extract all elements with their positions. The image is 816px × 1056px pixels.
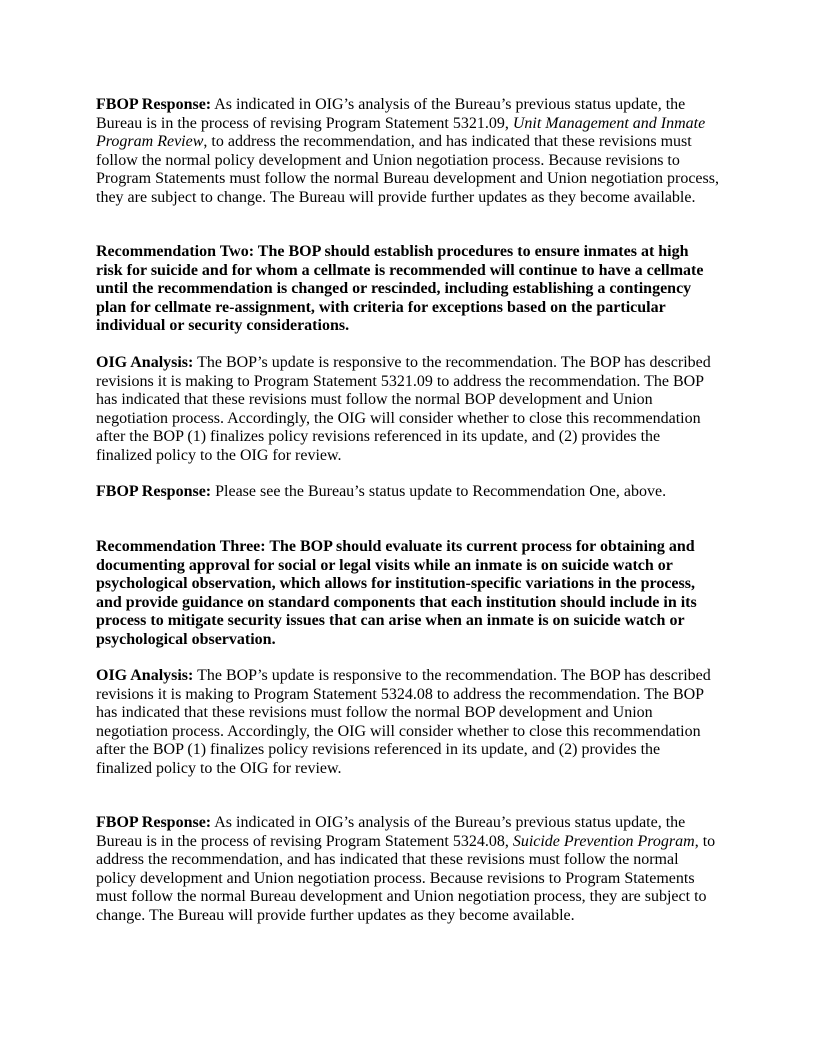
paragraph-text: The BOP’s update is responsive to the recommendation. The BOP has described [193, 354, 711, 371]
paragraph-line: psychological observation. [96, 630, 276, 648]
paragraph-text: The BOP’s update is responsive to the recommendation. The BOP has described [193, 667, 711, 684]
paragraph-line: has indicated that these revisions must follow the normal BOP development and Union [96, 704, 653, 721]
paragraph-line: Program Statements must follow the normal Bureau development and Union negotiation process, [96, 170, 719, 187]
paragraph-line: and provide guidance on standard components that each institution should include in its [96, 593, 697, 611]
paragraph-line [96, 833, 715, 852]
paragraph-line [96, 483, 666, 502]
paragraph-text: Bureau is in the process of revising Program Statement 5324.08, [96, 832, 513, 850]
paragraph-text: , to address the recommendation, and has indicated that these revisions must [203, 133, 692, 150]
paragraph-line: until the recommendation is changed or rescinded, including establishing a contingency [96, 280, 692, 297]
paragraph-line: documenting approval for social or legal visits while an inmate is on suicide watch or [96, 556, 673, 574]
paragraph-line: after the BOP (1) finalizes policy revisions referenced in its update, and (2) provides the [96, 428, 661, 445]
paragraph-line: Recommendation Three: The BOP should evaluate its current process for obtaining and [96, 538, 695, 555]
fbop-response-rec2 [96, 483, 666, 502]
oig-analysis-label: OIG Analysis: [96, 354, 194, 371]
paragraph-line [96, 115, 719, 134]
fbop-response-rec1 [96, 96, 719, 207]
oig-analysis-rec3 [96, 667, 711, 778]
oig-analysis-label: OIG Analysis: [96, 667, 194, 684]
paragraph-text: , to [694, 832, 716, 850]
paragraph-line: negotiation process. Accordingly, the OIG will consider whether to close this recommendation [96, 722, 701, 740]
paragraph-line: follow the normal policy development and Union negotiation process. Because revisions to [96, 151, 680, 169]
paragraph-line: revisions it is making to Program Statement 5321.09 to address the recommendation. The BOP [96, 372, 705, 390]
recommendation-three [96, 538, 697, 649]
paragraph-line: has indicated that these revisions must follow the normal BOP development and Union [96, 391, 653, 408]
paragraph-line [96, 814, 715, 833]
paragraph-line: finalized policy to the OIG for review. [96, 759, 342, 777]
fbop-response-label: FBOP Response: [96, 96, 212, 113]
paragraph-line: negotiation process. Accordingly, the OIG will consider whether to close this recommendation [96, 409, 701, 427]
oig-analysis-rec2 [96, 354, 711, 465]
fbop-response-label: FBOP Response: [96, 814, 212, 831]
paragraph-line: process to mitigate security issues that can arise when an inmate is on suicide watch or [96, 612, 685, 629]
recommendation-two [96, 243, 703, 336]
paragraph-line: psychological observation, which allows for institution-specific variations in the process, [96, 575, 695, 592]
fbop-response-rec3 [96, 814, 715, 925]
paragraph-text: Bureau is in the process of revising Program Statement 5321.09, [96, 114, 513, 132]
paragraph-line: risk for suicide and for whom a cellmate is recommended will continue to have a cellmate [96, 261, 704, 279]
paragraph-line: revisions it is making to Program Statement 5324.08 to address the recommendation. The BOP [96, 685, 705, 703]
paragraph-text: As indicated in OIG’s analysis of the Bureau’s previous status update, the [211, 96, 686, 113]
paragraph-text: As indicated in OIG’s analysis of the Bureau’s previous status update, the [211, 814, 686, 831]
paragraph-line: they are subject to change. The Bureau will provide further updates as they become available. [96, 188, 696, 206]
paragraph-line: plan for cellmate re-assignment, with criteria for exceptions based on the particular [96, 298, 666, 316]
program-statement-title: Program Review [96, 133, 204, 150]
paragraph-line [96, 96, 719, 115]
paragraph-line: after the BOP (1) finalizes policy revisions referenced in its update, and (2) provides the [96, 741, 661, 758]
paragraph-line [96, 354, 711, 373]
paragraph-line: address the recommendation, and has indicated that these revisions must follow the normal [96, 851, 679, 868]
paragraph-line [96, 667, 711, 686]
paragraph-line: finalized policy to the OIG for review. [96, 446, 342, 464]
program-statement-title: Unit Management and Inmate [512, 114, 706, 132]
paragraph-line: change. The Bureau will provide further updates as they become available. [96, 906, 575, 924]
paragraph-line: must follow the normal Bureau development and Union negotiation process, they are subject to [96, 888, 707, 905]
paragraph-line: individual or security considerations. [96, 317, 350, 334]
paragraph-line: policy development and Union negotiation process. Because revisions to Program Statements [96, 869, 695, 887]
program-statement-title: Suicide Prevention Program [512, 832, 695, 850]
paragraph-text: Please see the Bureau’s status update to Recommendation One, above. [211, 483, 667, 500]
paragraph-line: Recommendation Two: The BOP should establish procedures to ensure inmates at high [96, 243, 689, 260]
paragraph-line [96, 133, 719, 152]
fbop-response-label: FBOP Response: [96, 483, 212, 500]
